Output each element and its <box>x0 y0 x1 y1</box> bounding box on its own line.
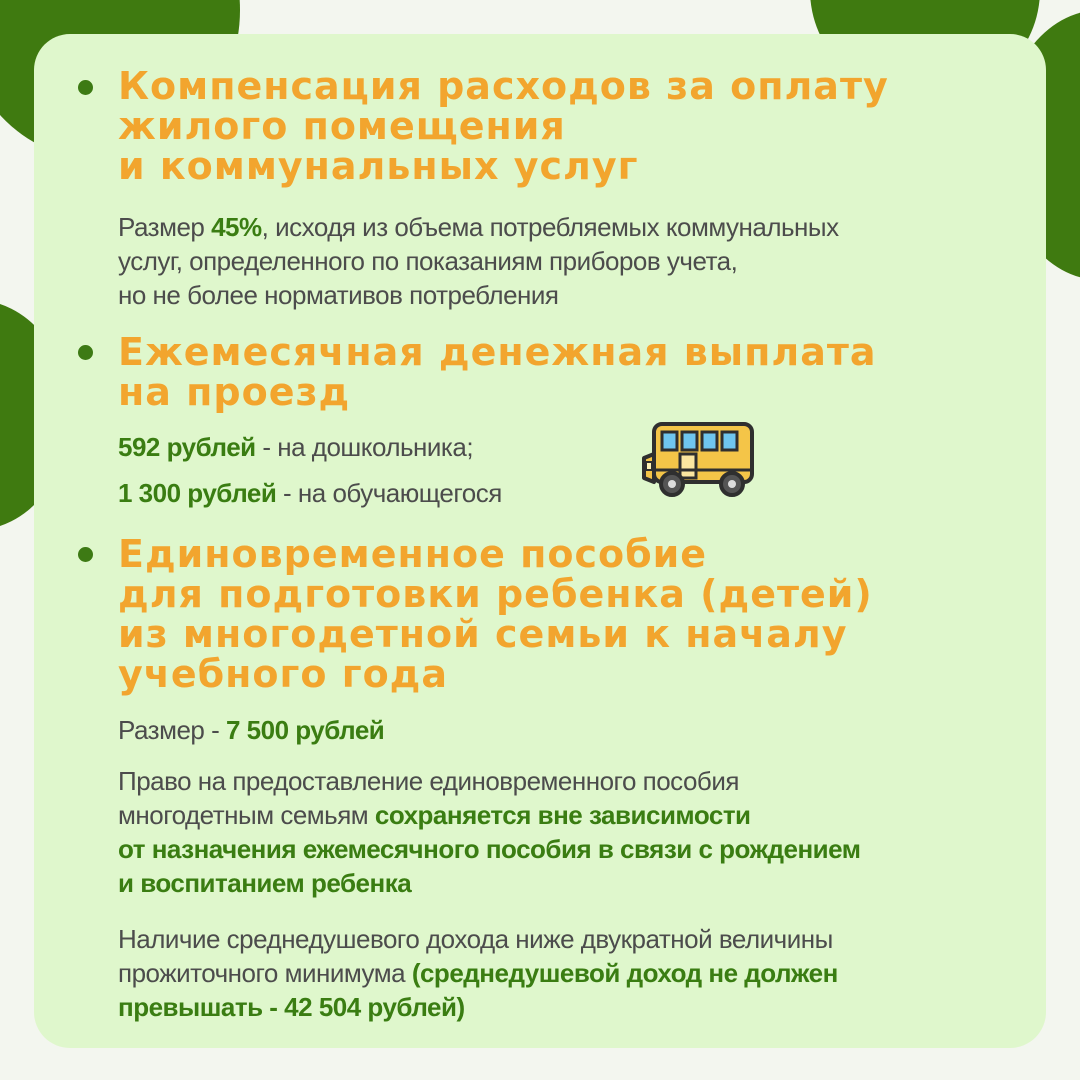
text-highlight: от назначения ежемесячного пособия в связи с рождением <box>118 834 861 864</box>
text-highlight: (среднедушевой доход не должен <box>411 958 838 988</box>
amount-highlight: 7 500 рублей <box>225 715 385 745</box>
description-line: Наличие среднедушевого дохода ниже двукратной величины <box>118 924 833 954</box>
section-3-title-line: учебного года <box>118 652 449 696</box>
bullet-section-2 <box>78 345 93 360</box>
text-highlight: и воспитанием ребенка <box>118 868 412 898</box>
section-3-title-line: для подготовки ребенка (детей) <box>118 572 873 616</box>
section-1-title-line: жилого помещения <box>118 104 566 148</box>
amount-highlight: 592 рублей <box>118 432 256 462</box>
student-payment <box>118 476 502 510</box>
text-fragment: Размер - <box>118 715 226 745</box>
bullet-section-1 <box>78 80 93 95</box>
text-fragment: многодетным семьям <box>118 800 375 830</box>
text-fragment: - на дошкольника; <box>255 432 474 462</box>
allowance-size <box>118 713 384 747</box>
description-line: услуг, определенного по показаниям приборов учета, <box>118 246 738 276</box>
section-2-title-line: Ежемесячная денежная выплата <box>118 330 877 374</box>
text-fragment: прожиточного минимума <box>118 958 412 988</box>
income-condition <box>118 922 838 1024</box>
percent-highlight: 45% <box>211 212 262 242</box>
description-line: Право на предоставление единовременного пособия <box>118 766 739 796</box>
right-to-allowance <box>118 764 861 900</box>
section-3-title-line: из многодетной семьи к началу <box>118 612 848 656</box>
text-highlight: сохраняется вне зависимости <box>374 800 751 830</box>
section-2-title <box>118 332 877 412</box>
bullet-section-3 <box>78 547 93 562</box>
section-1-title-line: и коммунальных услуг <box>118 144 639 188</box>
section-1-title-line: Компенсация расходов за оплату <box>118 64 889 108</box>
amount-highlight: 1 300 рублей <box>118 478 277 508</box>
bus-icon <box>640 420 758 500</box>
preschool-payment <box>118 430 473 464</box>
text-fragment: Размер <box>118 212 212 242</box>
section-3-title-line: Единовременное пособие <box>118 532 708 576</box>
text-fragment: , исходя из объема потребляемых коммунальных <box>261 212 839 242</box>
section-1-title <box>118 66 889 186</box>
section-3-title <box>118 534 873 694</box>
section-2-title-line: на проезд <box>118 370 351 414</box>
section-1-description <box>118 210 839 312</box>
text-highlight: превышать - 42 504 рублей) <box>118 992 465 1022</box>
description-line: но не более нормативов потребления <box>118 280 559 310</box>
text-fragment: - на обучающегося <box>276 478 502 508</box>
